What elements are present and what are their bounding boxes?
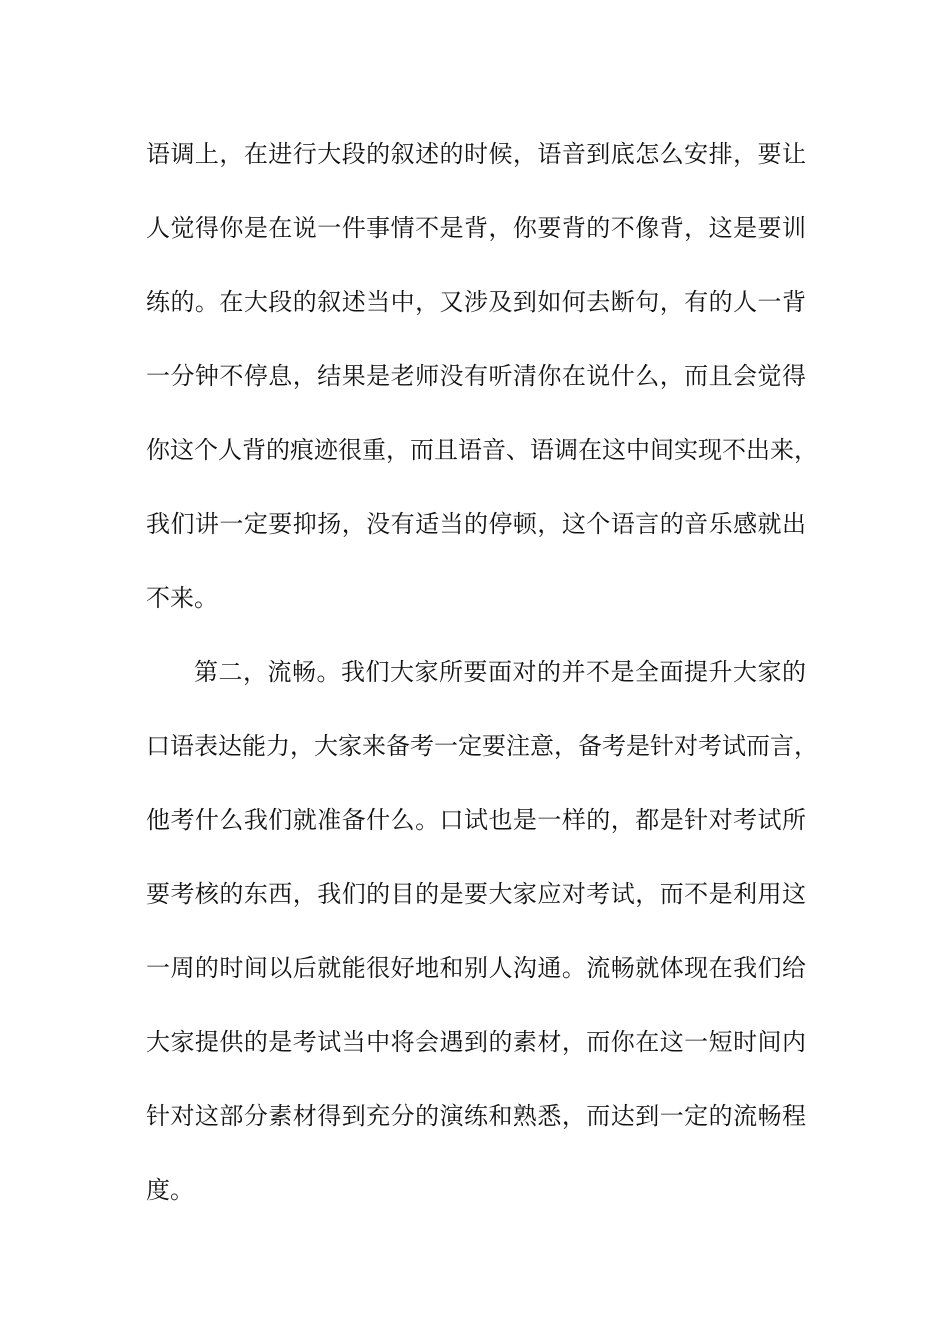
paragraph-line: 语调上，在进行大段的叙述的时候，语音到底怎么安排，要让: [146, 140, 806, 168]
paragraph-line: 口语表达能力，大家来备考一定要注意，备考是针对考试而言，: [146, 732, 818, 760]
paragraph-line: 我们讲一定要抑扬，没有适当的停顿，这个语言的音乐感就出: [146, 510, 806, 538]
paragraph-line: 你这个人背的痕迹很重，而且语音、语调在这中间实现不出来，: [146, 436, 818, 464]
paragraph-line: 第二，流畅。我们大家所要面对的并不是全面提升大家的: [194, 658, 806, 686]
paragraph-line: 人觉得你是在说一件事情不是背，你要背的不像背，这是要训: [146, 214, 806, 242]
paragraph-line: 练的。在大段的叙述当中，又涉及到如何去断句，有的人一背: [146, 288, 806, 316]
paragraph-line: 一周的时间以后就能很好地和别人沟通。流畅就体现在我们给: [146, 954, 806, 982]
paragraph-line: 要考核的东西，我们的目的是要大家应对考试，而不是利用这: [146, 880, 806, 908]
paragraph-line: 度。: [146, 1176, 194, 1204]
paragraph-line: 不来。: [146, 584, 218, 612]
paragraph-line: 一分钟不停息，结果是老师没有听清你在说什么，而且会觉得: [146, 362, 806, 390]
paragraph-line: 他考什么我们就准备什么。口试也是一样的，都是针对考试所: [146, 806, 806, 834]
paragraph-line: 大家提供的是考试当中将会遇到的素材，而你在这一短时间内: [146, 1028, 806, 1056]
paragraph-line: 针对这部分素材得到充分的演练和熟悉，而达到一定的流畅程: [146, 1102, 806, 1130]
